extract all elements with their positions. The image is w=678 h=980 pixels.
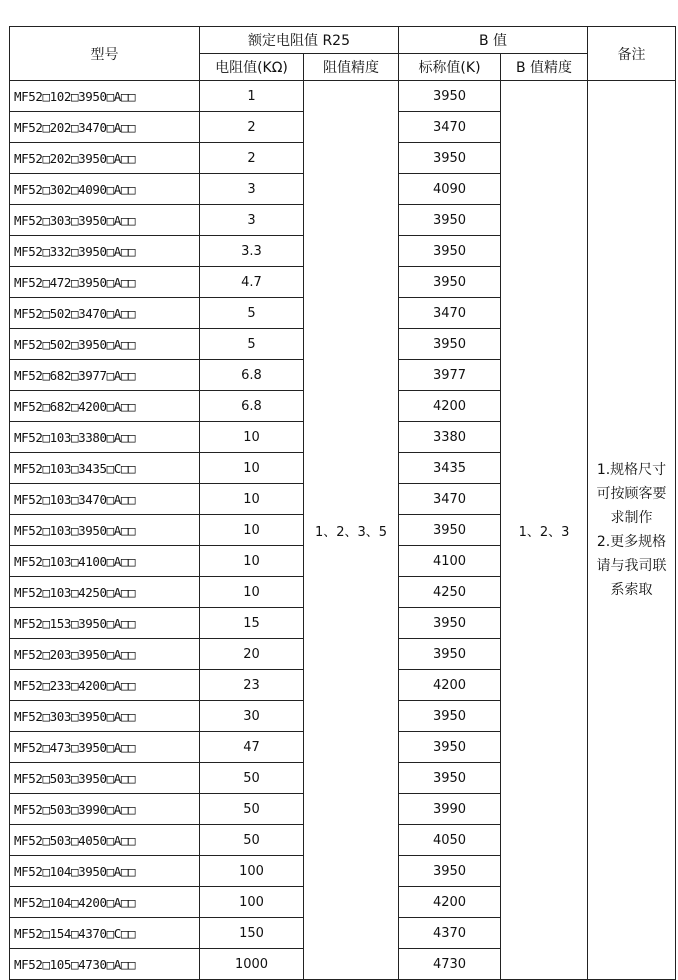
model-cell: MF52□503□3990□A□□ bbox=[10, 794, 200, 825]
remark-line: 系索取 bbox=[610, 582, 653, 598]
b-value-cell: 3950 bbox=[399, 143, 501, 174]
resistance-cell: 5 bbox=[200, 298, 304, 329]
model-cell: MF52□502□3470□A□□ bbox=[10, 298, 200, 329]
model-cell: MF52□104□4200□A□□ bbox=[10, 887, 200, 918]
b-tolerance-cell: 1、2、3 bbox=[501, 81, 588, 980]
model-cell: MF52□103□3380□A□□ bbox=[10, 422, 200, 453]
header-resistance-tolerance: 阻值精度 bbox=[304, 54, 399, 81]
model-cell: MF52□303□3950□A□□ bbox=[10, 701, 200, 732]
resistance-cell: 30 bbox=[200, 701, 304, 732]
table-row bbox=[10, 81, 676, 112]
b-value-cell: 3950 bbox=[399, 236, 501, 267]
resistance-cell: 4.7 bbox=[200, 267, 304, 298]
resistance-cell: 6.8 bbox=[200, 391, 304, 422]
model-cell: MF52□104□3950□A□□ bbox=[10, 856, 200, 887]
resistance-cell: 10 bbox=[200, 515, 304, 546]
resistance-cell: 10 bbox=[200, 484, 304, 515]
header-rated-resistance: 额定电阻值 R25 bbox=[200, 27, 399, 54]
model-cell: MF52□153□3950□A□□ bbox=[10, 608, 200, 639]
resistance-cell: 2 bbox=[200, 143, 304, 174]
model-cell: MF52□303□3950□A□□ bbox=[10, 205, 200, 236]
b-value-cell: 3950 bbox=[399, 267, 501, 298]
model-cell: MF52□472□3950□A□□ bbox=[10, 267, 200, 298]
resistance-cell: 23 bbox=[200, 670, 304, 701]
resistance-cell: 3.3 bbox=[200, 236, 304, 267]
b-value-cell: 4100 bbox=[399, 546, 501, 577]
b-value-cell: 3470 bbox=[399, 298, 501, 329]
model-cell: MF52□682□3977□A□□ bbox=[10, 360, 200, 391]
resistance-cell: 50 bbox=[200, 763, 304, 794]
b-value-cell: 4250 bbox=[399, 577, 501, 608]
model-cell: MF52□103□3435□C□□ bbox=[10, 453, 200, 484]
model-cell: MF52□502□3950□A□□ bbox=[10, 329, 200, 360]
b-value-cell: 3950 bbox=[399, 608, 501, 639]
b-value-cell: 4200 bbox=[399, 391, 501, 422]
resistance-cell: 3 bbox=[200, 174, 304, 205]
b-value-cell: 3990 bbox=[399, 794, 501, 825]
remark-line: 2.更多规格 bbox=[596, 534, 667, 550]
resistance-cell: 2 bbox=[200, 112, 304, 143]
model-cell: MF52□332□3950□A□□ bbox=[10, 236, 200, 267]
header-b-tolerance: B 值精度 bbox=[501, 54, 588, 81]
resistance-cell: 10 bbox=[200, 453, 304, 484]
model-cell: MF52□105□4730□A□□ bbox=[10, 949, 200, 980]
b-value-cell: 4730 bbox=[399, 949, 501, 980]
header-nominal-b: 标称值(K) bbox=[399, 54, 501, 81]
resistance-cell: 3 bbox=[200, 205, 304, 236]
resistance-cell: 47 bbox=[200, 732, 304, 763]
model-cell: MF52□103□3950□A□□ bbox=[10, 515, 200, 546]
model-cell: MF52□203□3950□A□□ bbox=[10, 639, 200, 670]
remark-cell bbox=[588, 81, 676, 980]
resistance-cell: 1 bbox=[200, 81, 304, 112]
remark-line: 求制作 bbox=[610, 510, 653, 526]
resistance-cell: 6.8 bbox=[200, 360, 304, 391]
model-cell: MF52□503□4050□A□□ bbox=[10, 825, 200, 856]
b-value-cell: 3950 bbox=[399, 515, 501, 546]
header-row-1 bbox=[10, 27, 676, 54]
model-cell: MF52□154□4370□C□□ bbox=[10, 918, 200, 949]
model-cell: MF52□473□3950□A□□ bbox=[10, 732, 200, 763]
b-value-cell: 3950 bbox=[399, 205, 501, 236]
b-value-cell: 3950 bbox=[399, 701, 501, 732]
model-cell: MF52□103□3470□A□□ bbox=[10, 484, 200, 515]
b-value-cell: 3950 bbox=[399, 639, 501, 670]
b-value-cell: 3435 bbox=[399, 453, 501, 484]
model-cell: MF52□102□3950□A□□ bbox=[10, 81, 200, 112]
b-value-cell: 3950 bbox=[399, 856, 501, 887]
resistance-cell: 150 bbox=[200, 918, 304, 949]
model-cell: MF52□503□3950□A□□ bbox=[10, 763, 200, 794]
resistance-cell: 5 bbox=[200, 329, 304, 360]
model-cell: MF52□103□4100□A□□ bbox=[10, 546, 200, 577]
remark-line: 可按顾客要 bbox=[596, 486, 667, 502]
resistance-tolerance-cell: 1、2、3、5 bbox=[304, 81, 399, 980]
b-value-cell: 4090 bbox=[399, 174, 501, 205]
header-model: 型号 bbox=[10, 27, 200, 81]
b-value-cell: 3470 bbox=[399, 484, 501, 515]
b-value-cell: 3380 bbox=[399, 422, 501, 453]
model-cell: MF52□202□3470□A□□ bbox=[10, 112, 200, 143]
resistance-cell: 50 bbox=[200, 825, 304, 856]
b-value-cell: 4050 bbox=[399, 825, 501, 856]
resistance-cell: 100 bbox=[200, 856, 304, 887]
resistance-cell: 10 bbox=[200, 546, 304, 577]
resistance-cell: 100 bbox=[200, 887, 304, 918]
thermistor-spec-table bbox=[9, 26, 676, 980]
model-cell: MF52□233□4200□A□□ bbox=[10, 670, 200, 701]
model-cell: MF52□682□4200□A□□ bbox=[10, 391, 200, 422]
b-value-cell: 3977 bbox=[399, 360, 501, 391]
header-resistance: 电阻值(KΩ) bbox=[200, 54, 304, 81]
resistance-cell: 50 bbox=[200, 794, 304, 825]
resistance-cell: 20 bbox=[200, 639, 304, 670]
b-value-cell: 4200 bbox=[399, 887, 501, 918]
model-cell: MF52□103□4250□A□□ bbox=[10, 577, 200, 608]
resistance-cell: 15 bbox=[200, 608, 304, 639]
remark-line: 1.规格尺寸 bbox=[596, 462, 667, 478]
b-value-cell: 3950 bbox=[399, 329, 501, 360]
resistance-cell: 10 bbox=[200, 422, 304, 453]
header-remark: 备注 bbox=[588, 27, 676, 81]
remark-line: 请与我司联 bbox=[596, 558, 667, 574]
resistance-cell: 1000 bbox=[200, 949, 304, 980]
resistance-cell: 10 bbox=[200, 577, 304, 608]
b-value-cell: 3950 bbox=[399, 732, 501, 763]
table-body bbox=[10, 81, 676, 980]
b-value-cell: 4200 bbox=[399, 670, 501, 701]
header-b-value: B 值 bbox=[399, 27, 588, 54]
b-value-cell: 3950 bbox=[399, 81, 501, 112]
b-value-cell: 3950 bbox=[399, 763, 501, 794]
b-value-cell: 3470 bbox=[399, 112, 501, 143]
model-cell: MF52□202□3950□A□□ bbox=[10, 143, 200, 174]
model-cell: MF52□302□4090□A□□ bbox=[10, 174, 200, 205]
b-value-cell: 4370 bbox=[399, 918, 501, 949]
